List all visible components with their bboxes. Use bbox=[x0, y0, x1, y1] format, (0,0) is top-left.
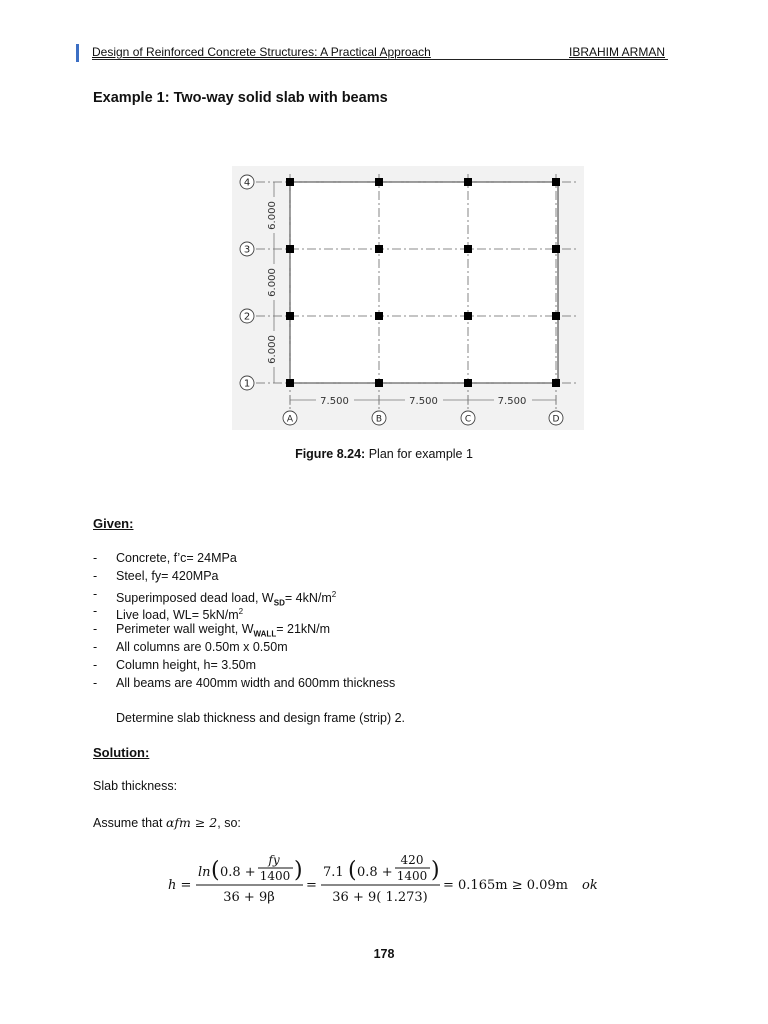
column bbox=[286, 245, 294, 253]
given-item: - Superimposed dead load, $W_{SD}= 4kN/m^2$ bbox=[93, 586, 337, 608]
author-name: IBRAHIM ARMAN bbox=[569, 45, 666, 59]
svg-text:(: ( bbox=[211, 858, 220, 883]
given-item: - Perimeter wall weight, $W_{WALL}= 21kN/m$ bbox=[93, 622, 331, 639]
given-list bbox=[93, 550, 395, 692]
slab-outline bbox=[290, 182, 558, 383]
eq-den2: 36 + 9( 1.273) bbox=[332, 890, 428, 905]
grid-label-row-3: 3 bbox=[243, 244, 251, 256]
grid-label-row-1: 1 bbox=[243, 378, 251, 390]
eq-ln: ln bbox=[198, 865, 211, 880]
column bbox=[552, 312, 560, 320]
example-title: Example 1: Two-way solid slab with beams bbox=[93, 90, 388, 106]
eq-num1-frac-bot: 1400 bbox=[259, 869, 291, 883]
eq-result: = 0.165m ≥ 0.09m bbox=[443, 878, 568, 893]
column bbox=[375, 245, 383, 253]
span-label-y-1: 6.000 bbox=[267, 335, 278, 364]
given-item: - All columns are 0.50m x 0.50m bbox=[93, 639, 288, 654]
grid-label-col-b: B bbox=[375, 414, 383, 425]
svg-text:): ) bbox=[431, 858, 440, 883]
column bbox=[464, 379, 472, 387]
span-label-x-2: 7.500 bbox=[409, 396, 438, 407]
column bbox=[375, 379, 383, 387]
column bbox=[464, 245, 472, 253]
column bbox=[464, 312, 472, 320]
book-title: Design of Reinforced Concrete Structures: A Practical Approach bbox=[92, 45, 431, 59]
grid-label-col-a: A bbox=[286, 414, 294, 425]
eq-lhs: h = bbox=[168, 878, 192, 893]
column bbox=[286, 379, 294, 387]
plan-drawing bbox=[232, 166, 584, 430]
column bbox=[286, 178, 294, 186]
column bbox=[552, 245, 560, 253]
solution-heading: Solution: bbox=[93, 745, 150, 760]
assumption-line: Assume that αfm ≥ 2, so: bbox=[93, 815, 241, 830]
column bbox=[286, 312, 294, 320]
given-item: - Column height, h= 3.50m bbox=[93, 657, 257, 672]
span-label-y-2: 6.000 bbox=[267, 268, 278, 297]
slab-thickness-label: Slab thickness: bbox=[93, 779, 178, 793]
column bbox=[464, 178, 472, 186]
column bbox=[375, 312, 383, 320]
eq-num2-pre: 7.1 bbox=[323, 865, 344, 880]
figure-caption bbox=[0, 447, 768, 461]
page-number: 178 bbox=[373, 947, 395, 961]
eq-equals: = bbox=[306, 878, 317, 893]
grid-label-col-c: C bbox=[464, 414, 472, 425]
figure-caption-number: Figure 8.24: bbox=[295, 447, 366, 461]
svg-text:): ) bbox=[294, 858, 303, 883]
column bbox=[375, 178, 383, 186]
figure-caption-text: Plan for example 1 bbox=[365, 447, 473, 461]
task-statement: Determine slab thickness and design frame (strip) 2. bbox=[116, 711, 406, 725]
svg-text:(: ( bbox=[348, 858, 357, 883]
given-item: - Steel, fy= 420MPa bbox=[93, 568, 219, 583]
given-item: - Live load, $WL= 5kN/m^2$ bbox=[93, 604, 244, 623]
eq-num1-open: 0.8 + bbox=[220, 865, 256, 880]
thickness-equation bbox=[168, 845, 608, 909]
span-label-x-3: 7.500 bbox=[497, 396, 527, 407]
grid-label-row-2: 2 bbox=[243, 311, 251, 323]
given-heading: Given: bbox=[93, 516, 134, 531]
eq-ok: ok bbox=[582, 878, 598, 893]
header-accent-bar bbox=[76, 44, 79, 62]
eq-den1: 36 + 9β bbox=[223, 890, 275, 905]
column bbox=[552, 178, 560, 186]
eq-num1-frac-top: fy bbox=[268, 853, 280, 867]
alpha-fm-condition: αfm ≥ 2 bbox=[165, 815, 218, 830]
given-item: - All beams are 400mm width and 600mm thickness bbox=[93, 675, 396, 690]
header-rule bbox=[92, 59, 668, 60]
eq-num2-frac-top: 420 bbox=[400, 853, 424, 867]
plan-figure bbox=[232, 166, 584, 430]
span-label-x-1: 7.500 bbox=[320, 396, 349, 407]
grid-label-row-4: 4 bbox=[243, 177, 251, 189]
eq-num2-frac-bot: 1400 bbox=[396, 869, 428, 883]
grid-label-col-d: D bbox=[552, 414, 560, 425]
given-item: - Concrete, f’c= 24MPa bbox=[93, 551, 237, 565]
eq-num2-open: 0.8 + bbox=[357, 865, 393, 880]
span-label-y-3: 6.000 bbox=[267, 201, 278, 230]
column bbox=[552, 379, 560, 387]
